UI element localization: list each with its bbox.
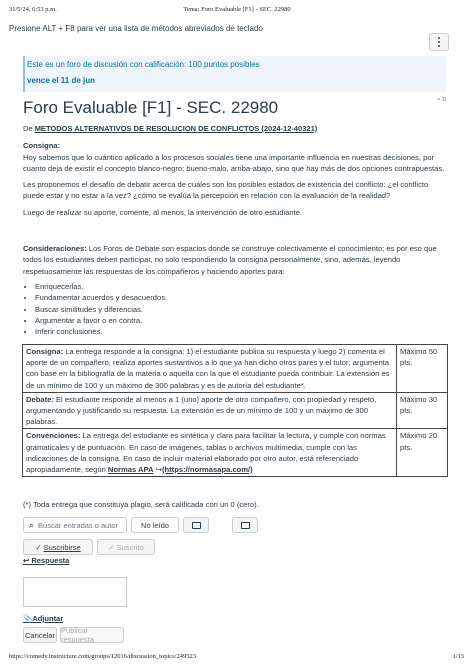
consigna-paragraph-2: Les proponemos el desafío de debatir acerca de cuáles son los posibles estados de existencia del conflicto: ¿el conflicto puede estar y no estar a la vez? ¿cómo se evalúa la percepción en relación con la evaluación de la realidad? <box>23 180 429 201</box>
search-icon: ⌕ <box>29 519 35 530</box>
list-item: • Argumentar a favor o en contra. <box>35 315 167 326</box>
print-url: https://comedy.instructure.com/groups/12016/discussion_topics/249523 <box>9 653 196 660</box>
rubric-text: El estudiante responde al menos a 1 (uno) aporte de otro compañero, con propiedad y respeto, argumentando y justificando su respuesta. La extensión es de un mínimo de 100 y un máximo de 300 palabras. <box>26 394 377 427</box>
external-link-icon: ↪ <box>155 465 162 475</box>
print-header <box>0 6 474 16</box>
reply-link[interactable] <box>23 556 69 565</box>
rubric-table <box>22 344 448 477</box>
course-link[interactable]: METODOS ALTERNATIVOS DE RESOLUCION DE CONFLICTOS (2024-12-40321) <box>34 124 318 133</box>
consigna-label: Consigna: <box>23 141 61 150</box>
expand-icon <box>192 522 201 529</box>
plagiarism-note: (*) Toda entrega que constituya plagio, será calificada con un 0 (cero). <box>23 500 259 509</box>
rubric-criterion <box>23 429 397 477</box>
contribution-list <box>23 281 167 337</box>
rubric-label: Convenciones: <box>26 431 81 441</box>
consigna-paragraph-3: Luego de realizar su aporte, comente, al menos, la intervención de otro estudiante. <box>23 208 303 217</box>
table-row <box>23 345 448 393</box>
apa-url-link[interactable]: (https://normasapa.com/) <box>161 465 253 475</box>
rubric-score: Máximo 30 pts. <box>397 392 448 429</box>
unread-filter-select[interactable] <box>131 517 179 533</box>
reply-count: 11 <box>441 97 447 103</box>
reply-count-badge: ↗ 11 <box>436 97 447 103</box>
keyboard-shortcut-hint: Presione ALT + F8 para ver una lista de métodos abreviados de teclado <box>9 24 263 33</box>
list-item: • Enriquecerlas. <box>35 281 167 292</box>
unread-filter-label: No leído <box>141 520 169 530</box>
attach-label: Adjuntar <box>32 614 64 623</box>
collapse-button[interactable] <box>232 517 258 533</box>
table-row <box>23 392 448 429</box>
rubric-criterion <box>23 345 397 393</box>
graded-banner-text: Este es un foro de discusión con calificación: 100 puntos posibles <box>27 60 260 69</box>
publish-label: Publicar respuesta <box>61 626 94 644</box>
consideraciones-text: Los Foros de Debate son espacios donde se construye colectivamente el conocimiento; es por eso que todos los estudiantes deben participar, no solo respondiendo la consigna personalmente, sino, además, leyendo respetuosamente las respuestas de los compañeros y haciendo aportes para: <box>23 244 437 276</box>
cancel-button[interactable] <box>23 627 57 643</box>
options-menu-button[interactable] <box>429 33 449 51</box>
publish-reply-button[interactable] <box>60 627 124 643</box>
consideraciones-paragraph <box>23 243 448 277</box>
subscribe-button[interactable]: ✓ Suscribirse <box>23 539 93 555</box>
print-page-title: Tema: Foro Evaluable [F1] - SEC. 22980 <box>183 6 291 13</box>
consigna-heading <box>23 140 448 151</box>
list-item: • Fundamentar acuerdos y desacuerdos. <box>35 292 167 303</box>
table-row <box>23 429 448 477</box>
consigna-paragraph-1: Hoy sabemos que lo cuántico aplicado a los procesos sociales tiene una importante influencia en nuestras decisiones, por cuanto deja de existir el concepto blanco-negro; bueno-malo, arriba-abajo, sino que hay más de dos opciones contrapuestas. <box>23 153 445 174</box>
attach-link[interactable] <box>23 614 63 623</box>
rubric-criterion <box>23 392 397 429</box>
subscribed-label: Suscrito <box>116 542 144 552</box>
print-footer <box>0 653 474 663</box>
rubric-label: Consigna: <box>26 347 64 356</box>
list-item: • Buscar similitudes y diferencias. <box>35 304 167 315</box>
kebab-icon <box>438 36 440 48</box>
expand-button[interactable] <box>183 517 209 533</box>
consideraciones-label: Consideraciones: <box>23 244 87 253</box>
topic-title: Foro Evaluable [F1] - SEC. 22980 <box>23 98 279 117</box>
rubric-score: Máximo 20 pts. <box>397 429 448 477</box>
rubric-text: La entrega responde a la consigna: 1) el estudiante publica su respuesta y luego 2) comenta el aporte de un compañero; realiza aportes sustantivos a lo que ya han dicho otros pares y el tutor; argumenta con base en la bibliografía de la materia o aquella con la que el estudiante pueda contribuir. La extensión es de un mínimo de 100 y un máximo de 300 palabras y es de autoría del estudiante*. <box>26 347 390 390</box>
cancel-label: Cancelar <box>24 630 55 640</box>
search-input[interactable] <box>23 517 127 533</box>
subscribed-button[interactable]: ✓ Suscrito <box>97 539 155 555</box>
list-item: • Inferir conclusiones. <box>35 326 167 337</box>
rubric-label: Debate: <box>26 394 54 404</box>
print-timestamp: 31/5/24, 6:53 p.m. <box>9 6 57 13</box>
subscribe-label: Suscribirse <box>43 542 81 552</box>
reply-icon: ↩ <box>23 556 30 565</box>
course-line <box>23 124 317 133</box>
collapse-icon <box>241 522 250 529</box>
due-date: vence el 11 de jun <box>27 76 96 85</box>
search-placeholder: Buscar entradas o autor <box>38 520 119 530</box>
paperclip-icon: 📎 <box>23 614 33 623</box>
rubric-text: La entrega del estudiante es sintética y clara para facilitar la lectura, y cumple con normas gramaticales y de puntuación. En caso de imágenes, tablas o archivos multimedia, cumple con las indicaciones de la consigna. En caso de incluir material elaborado por otro autor, está referenciado apropiadamente, según <box>26 431 386 475</box>
reply-textarea[interactable] <box>23 577 127 607</box>
print-page-number: 1/13 <box>452 653 464 660</box>
course-prefix: De <box>23 124 33 133</box>
apa-link[interactable]: Normas APA <box>107 465 154 475</box>
rubric-score: Máximo 50 pts. <box>397 345 448 393</box>
reply-label: Respuesta <box>31 556 70 565</box>
